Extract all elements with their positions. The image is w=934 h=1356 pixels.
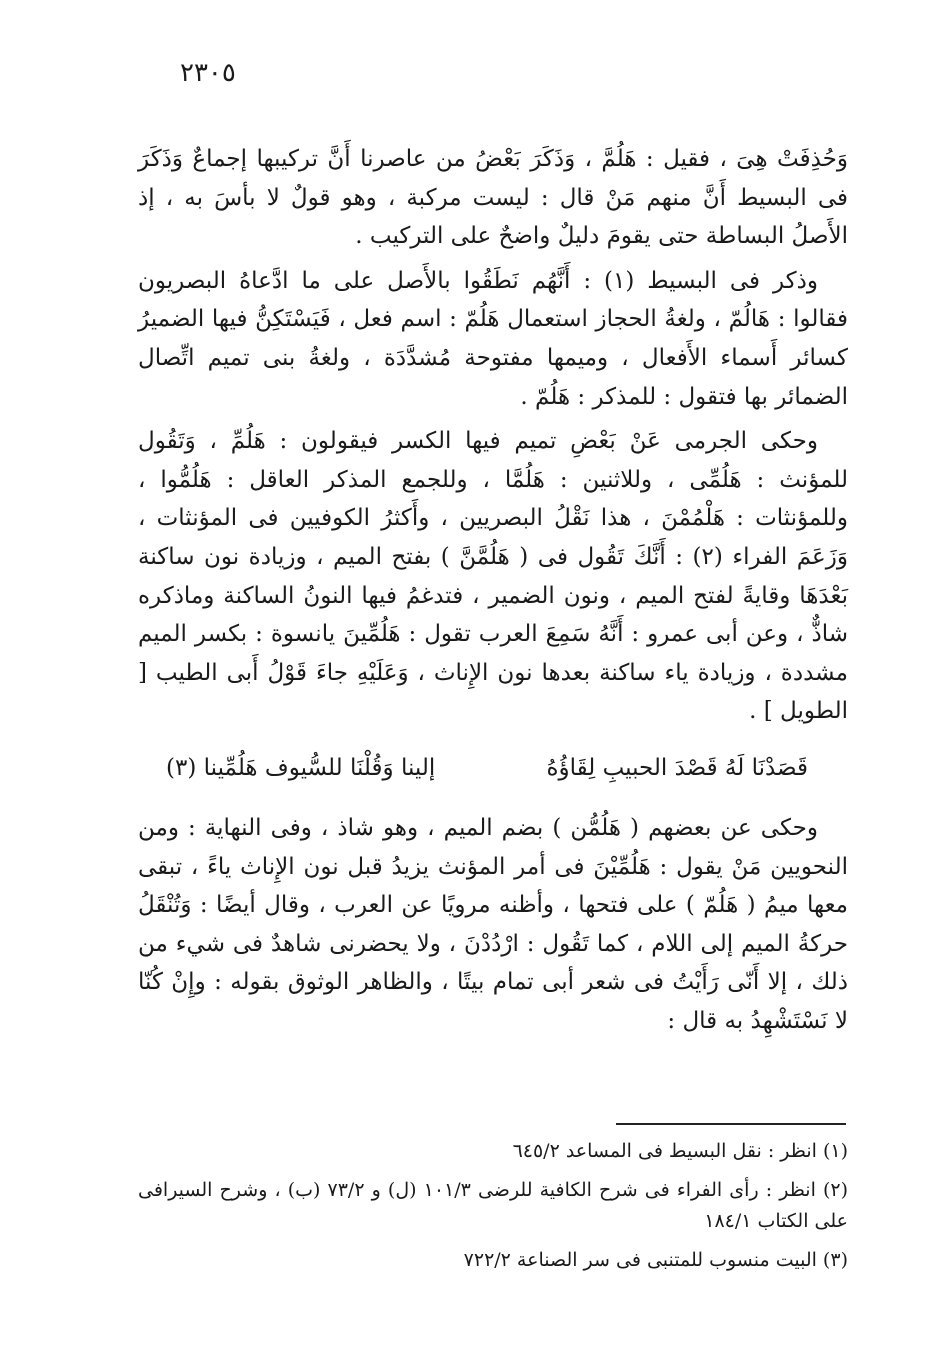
paragraph-3: وحكى الجرمى عَنْ بَعْضِ تميم فيها الكسر فيقولون : هَلُمِّ ، وَتَقُول للمؤنث : هَلُمِّى ، وللاثنين : هَلُمَّا ، وللجمع المذكر العاقل : هَلُمُّوا ، وللمؤنثات : هَلْمُمْنَ ، هذا نَقْلُ البصريين ، وأَكثرُ الكوفيين فى المؤنثات ، وَزَعَمَ الفراء (٢) : أَنَّكَ تَقُول فى ( هَلُمَّنَّ ) بفتح الميم ، وزيادة نون ساكنة بَعْدَهَا وقايةً لفتح الميم ، ونون الضمير ، فتدغمُ فيها النونُ الساكنة وماذكره شاذٌّ ، وعن أبى عمرو : أَنَّهُ سَمِعَ العرب تقول : هَلُمِّينَ يانسوة : بكسر الميم مشددة ، وزيادة ياء ساكنة بعدها نون الإِناث ، وَعَلَيْهِ جاءَ قَوْلُ أَبى الطيب [ الطويل ] . <box>138 428 848 725</box>
paragraph-1: وَحُذِفَتْ هِىَ ، فقيل : هَلُمَّ ، وَذَكَرَ بَعْضُ من عاصرنا أَنَّ تركيبها إجماعٌ وَذَكَرَ فى البسيط أَنَّ منهم مَنْ قال : ليست مركبة ، وهو قولٌ لا بأسَ به ، إذ الأَصلُ البساطة حتى يقومَ دليلٌ واضحٌ على التركيب . <box>138 146 848 250</box>
footnote-1: (١) انظر : نقل البسيط فى المساعد ٦٤٥/٢ <box>512 1140 848 1162</box>
paragraph-2: وذكر فى البسيط (١) : أَنَّهُم نَطَقُوا بالأَصل على ما ادَّعاهُ البصريون فقالوا : هَالُمّ ، ولغةُ الحجاز استعمال هَلُمّ : اسم فعل ، فَيَسْتَكِنُّ فيها الضميرُ كسائر أَسماء الأَفعال ، وميمها مفتوحة مُشدَّدَة ، ولغةُ بنى تميم اتِّصال الضمائر بها فتقول : للمذكر : هَلُمّ . <box>138 267 848 410</box>
poetry-verse <box>166 749 808 787</box>
paragraph-4: وحكى عن بعضهم ( هَلُمُّن ) بضم الميم ، وهو شاذ ، وفى النهاية : ومن النحويين مَنْ يقول : هَلُمِّيْنَ فى أمر المؤنث يزيدُ قبل نون الإِناث ياءً ، تبقى معها ميمُ ( هَلُمّ ) على فتحها ، وأظنه مرويًا عن العرب ، وقال أيضًا : وَتُنْقَلُ حركةُ الميم إلى اللام ، كما تَقُول : ارْدُدْنَ ، ولا يحضرنى شاهدٌ فى شيء من ذلك ، إلا أَنّى رَأَيْتُ فى شعر أبى تمام بيتًا ، والظاهر الوثوق بقوله : وإِنْ كُنّا لا نَسْتَشْهِدُ به قال : <box>138 814 848 1034</box>
main-text <box>138 140 848 1040</box>
verse-first-hemistich: قَصَدْنَا لَهُ قَصْدَ الحبيبِ لِقَاؤُهُ <box>546 754 808 781</box>
verse-second-hemistich: إلينا وَقُلْنَا للسُّيوف هَلُمِّينا (٣) <box>166 754 436 781</box>
footnote-divider <box>616 1123 846 1125</box>
footnote-3: (٣) البيت منسوب للمتنبى فى سر الصناعة ٧٢٢/٢ <box>463 1249 848 1271</box>
footnote-2: (٢) انظر : رأى الفراء فى شرح الكافية للرضى ١٠١/٣ (ل) و ٧٣/٢ (ب) ، وشرح السيرافى على الكتاب ١٨٤/١ <box>138 1179 848 1232</box>
footnotes <box>138 1136 848 1284</box>
page-number: ٢٣٠٥ <box>180 58 236 88</box>
